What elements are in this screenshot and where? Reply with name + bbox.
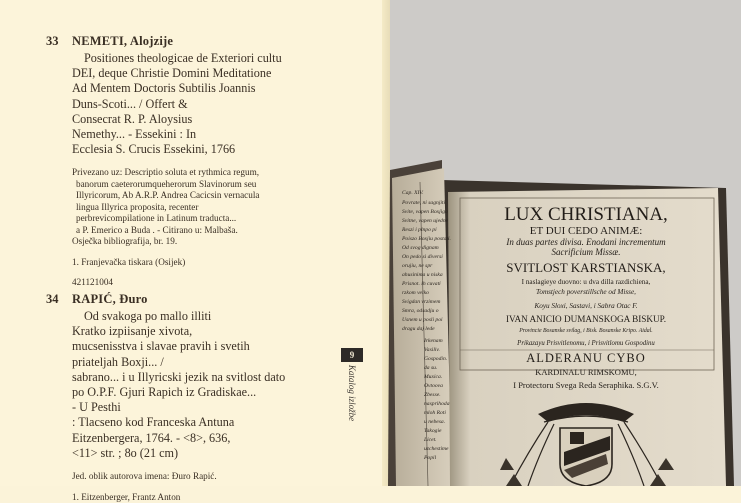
note-line: perbrevicompilatione in Latinum traducta... [76, 213, 237, 224]
left-page-line: Zbesse. [424, 392, 441, 398]
title-line: sabrano... i u Illyricski jezik na svitlost dato [72, 369, 286, 384]
side-caption: Katalog izložbe [347, 364, 357, 422]
title-line: : Tlacseno kod Franceska Antuna [72, 415, 235, 430]
title-line: Kratko izpiisanje xivota, [72, 324, 193, 339]
left-page-line: Popil [424, 455, 437, 461]
note-line: lingua Illyrica proposita, recenter [76, 201, 199, 212]
entry-notes [72, 167, 376, 289]
left-page-line: uzchestime [424, 446, 449, 452]
title-line: Prikazayu Prisvitlenomu, i Prisvitlomu Gospodinu [517, 340, 655, 347]
left-page-line: dragu daj lede [402, 326, 435, 332]
title-line: KARDINALU RIMSKOMU, [535, 367, 637, 377]
title-line: LUX CHRISTIANA, [504, 204, 668, 225]
book-illustration [388, 152, 734, 486]
title-line: Tomstjech poverstillsche od Misse, [536, 288, 636, 296]
left-page-line: Vasiliv. [424, 347, 440, 353]
title-line: Positiones theologicae de Exteriori cultu [84, 51, 282, 65]
title-line: priateljah Boxji... / [72, 354, 164, 369]
title-line: Nemethy... - Essekini : In [72, 127, 197, 142]
entry-author: RAPIĆ, Đuro [72, 292, 148, 306]
entry-number: 33 [46, 34, 59, 48]
left-page-line: Poiszo Boxjiu postati. [402, 236, 451, 242]
left-page-line: ahusinima u niska [402, 272, 443, 278]
title-line: <11> str. ; 8o (21 cm) [72, 445, 179, 460]
catalog-entry-34 [46, 292, 376, 503]
left-page-line: u nebesa. [424, 419, 446, 425]
note-line: Privezano uz: Descriptio soluta et rythmica regum, [72, 167, 260, 178]
catalog-entry-33 [46, 34, 376, 289]
left-page-line: Svite, vapen Boxjiga [402, 209, 448, 215]
left-page-line: Povrate, ni sagnjiti [402, 200, 446, 206]
left-page-line: Svitne, vapen ujedne [402, 218, 449, 224]
entry-heading [46, 34, 376, 51]
left-page-line: On pedo si diversi [402, 254, 443, 260]
entry-title [72, 309, 376, 461]
title-line: Od svakoga po mallo illiti [84, 309, 212, 323]
left-page-line: Cap. XIV. [402, 190, 424, 196]
title-line: Sacrificium Missæ. [551, 247, 621, 257]
title-line: I naslagieye duovno: u dva dilla razdichiena, [521, 278, 651, 286]
left-page-line: Usnem u posli poi [402, 317, 443, 323]
page-number-badge: 9 [341, 348, 363, 362]
title-line: Duns-Scoti... / Offert & [72, 96, 188, 111]
left-page-line: orujiu, ne spr [402, 263, 433, 269]
left-page-line: Svigdan vrzimem [402, 299, 441, 305]
title-line: In duas partes divisa. Enodani incrementum [506, 237, 666, 247]
note-line: banorum caeterorumqueherorum Slavinorum seu [76, 178, 257, 189]
left-page-line: Smra, odsadju o [402, 308, 439, 314]
title-line: mucsenisstva i slavae pravih i svetih [72, 339, 250, 354]
entry-code: 421121004 [72, 277, 114, 288]
title-line: Ecclesia S. Crucis Essekini, 1766 [72, 142, 236, 157]
title-line: Koyu Sloxi, Sastavi, i Sabra Otac F. [534, 302, 638, 310]
entry-number: 34 [46, 292, 59, 306]
book-photograph [388, 152, 734, 486]
left-page-line: Gospodin. [424, 356, 448, 362]
left-page-line: Ovtoova [424, 383, 443, 389]
left-page-line: Od svog dignam [402, 245, 439, 251]
publisher-note: 1. Eitzenberger, Frantz Anton [72, 491, 181, 502]
left-page-line: Licet. [424, 437, 437, 443]
title-line: Consecrat R. P. Aloysius [72, 111, 193, 126]
title-line: DEI, deque Christie Domini Meditatione [72, 66, 272, 81]
entry-heading [46, 292, 376, 309]
title-line: - U Pesthi [72, 400, 121, 415]
title-line: Eitzenbergera, 1764. - <8>, 636, [72, 430, 231, 445]
entry-title [72, 51, 376, 157]
title-line: po O.P.F. Gjuri Rapich iz Gradiskae... [72, 385, 257, 400]
left-page-line: nasprihoda [424, 401, 450, 407]
title-line: I Protectoru Svega Reda Seraphika. S.G.V. [513, 380, 659, 390]
title-line: Ad Mentem Doctoris Subtilis Joannis [72, 81, 256, 96]
entry-author: NEMETI, Alojzije [72, 34, 174, 48]
note-line: a P. Emerico a Buda . - Citirano u: Malbaša. [76, 224, 238, 235]
title-line: ET DUI CEDO ANIMÆ: [529, 225, 643, 237]
publisher-note: 1. Franjevačka tiskara (Osijek) [72, 256, 186, 267]
title-line: Provincie Bosanske svilag, i Bisk. Bosanske Kripo. Aidal. [519, 328, 653, 334]
left-page-line: mloh Roti [424, 410, 446, 416]
left-page-line: Irkenam [424, 338, 443, 344]
left-page-line: Reszi i plnpo pi [402, 227, 437, 233]
title-line: IVAN ANICIO DUMANSKOGA BISKUP. [505, 314, 667, 324]
note-line: Illyricorum, Ab A.R.P. Andrea Cacicsin vernacula [76, 190, 260, 201]
note-line: Jed. oblik autorova imena: Đuro Rapić. [72, 471, 217, 482]
left-page-line: Prisnot. ih cuvati [402, 281, 441, 287]
left-page-line: da su. [424, 365, 438, 371]
entry-notes [72, 471, 376, 503]
note-line: Osječka bibliografija, br. 19. [72, 236, 178, 247]
title-line: SVITLOST KARSTIANSKA, [506, 260, 666, 275]
left-page-line: rzkom velko [402, 290, 429, 296]
title-line: ALDERANU CYBO [526, 351, 646, 365]
left-page-line: Takogie [424, 428, 442, 434]
left-page-line: Muxica. [424, 374, 443, 380]
